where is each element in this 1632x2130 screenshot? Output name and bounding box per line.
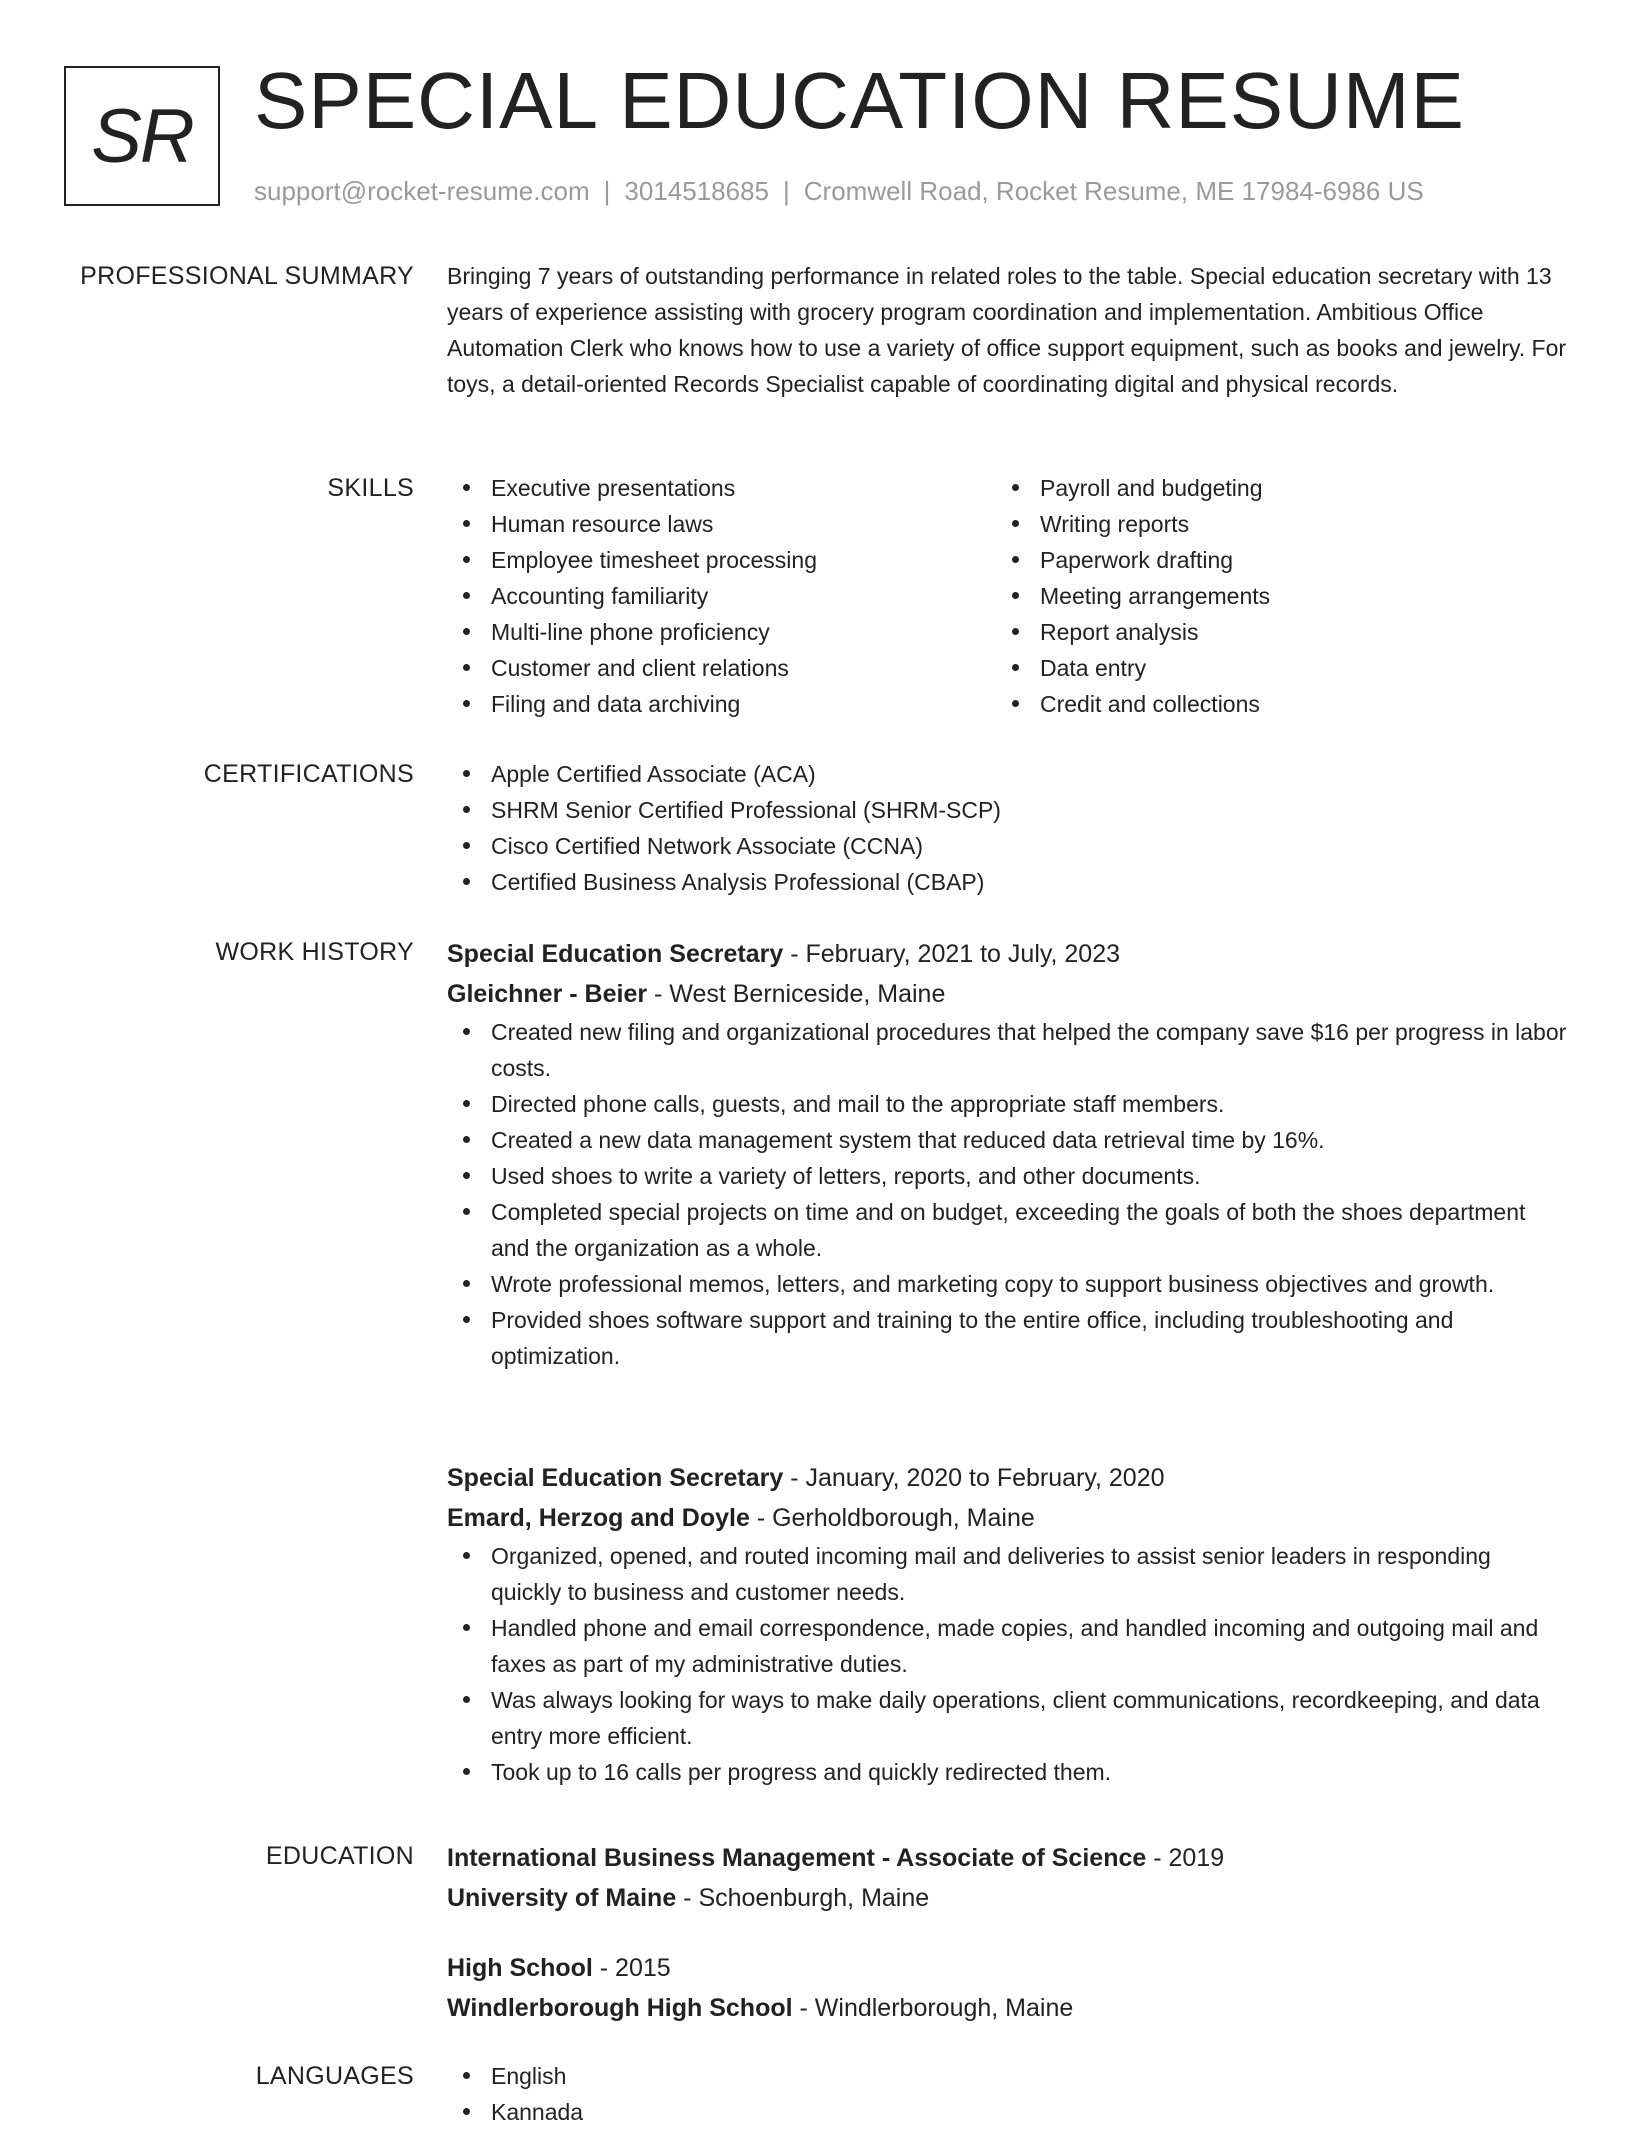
skill-item: Human resource laws <box>447 506 996 542</box>
skills-list-right <box>996 470 1545 722</box>
section-heading-work-history: WORK HISTORY <box>215 938 414 966</box>
certification-item: Apple Certified Associate (ACA) <box>447 756 1567 792</box>
skill-item: Executive presentations <box>447 470 996 506</box>
languages-list <box>447 2058 1567 2130</box>
work-history-body <box>447 934 1567 1374</box>
education-school: University of Maine <box>447 1884 677 1912</box>
job-duties-list <box>447 1538 1567 1790</box>
education-school-line <box>447 1988 1567 2028</box>
education-location: - Schoenburgh, Maine <box>676 1884 930 1912</box>
job-duty: Took up to 16 calls per progress and quickly redirected them. <box>447 1754 1567 1790</box>
job-company: Gleichner - Beier <box>447 980 648 1008</box>
job-duty: Was always looking for ways to make daily operations, client communications, recordkeeping, and data entry more efficient. <box>447 1682 1567 1754</box>
summary-body <box>447 258 1567 402</box>
certifications-list <box>447 756 1567 900</box>
certifications-body <box>447 756 1567 900</box>
job-title: Special Education Secretary <box>447 940 784 968</box>
job-duty: Handled phone and email correspondence, made copies, and handled incoming and outgoing mail and faxes as part of my administrative duties. <box>447 1610 1567 1682</box>
job-duty: Wrote professional memos, letters, and marketing copy to support business objectives and growth. <box>447 1266 1567 1302</box>
skills-list-left <box>447 470 996 722</box>
section-heading-languages: LANGUAGES <box>255 2062 414 2090</box>
skill-item: Credit and collections <box>996 686 1545 722</box>
job-title-line <box>447 1458 1567 1498</box>
job-company-line <box>447 974 1567 1014</box>
monogram-logo: SR <box>64 66 220 206</box>
languages-body <box>447 2058 1567 2130</box>
education-entry <box>447 1838 1567 1918</box>
skills-body <box>447 470 1567 722</box>
skill-item: Data entry <box>996 650 1545 686</box>
education-school-line <box>447 1878 1567 1918</box>
education-degree: High School <box>447 1954 593 1982</box>
language-item: English <box>447 2058 1567 2094</box>
language-item: Kannada <box>447 2094 1567 2130</box>
section-heading-education: EDUCATION <box>265 1842 414 1870</box>
education-entry <box>447 1948 1567 2028</box>
job-entry <box>447 934 1567 1374</box>
job-duty: Provided shoes software support and training to the entire office, including troubleshooting and optimization. <box>447 1302 1567 1374</box>
skill-item: Employee timesheet processing <box>447 542 996 578</box>
section-heading-skills: SKILLS <box>327 474 414 502</box>
job-title-line <box>447 934 1567 974</box>
skill-item: Paperwork drafting <box>996 542 1545 578</box>
job-company: Emard, Herzog and Doyle <box>447 1504 750 1532</box>
education-degree-line <box>447 1948 1567 1988</box>
skill-item: Writing reports <box>996 506 1545 542</box>
resume-title: SPECIAL EDUCATION RESUME <box>254 56 1465 145</box>
education-location: - Windlerborough, Maine <box>792 1994 1074 2022</box>
summary-text: Bringing 7 years of outstanding performance in related roles to the table. Special education secretary with 13 years of experience assisting with grocery program coordination and implementation. Ambitious Office Automation Clerk who knows how to use a variety of office support equipment, such as books and jewelry. For toys, a detail-oriented Records Specialist capable of coordinating digital and physical records. <box>447 263 1567 397</box>
education-degree: International Business Management - Associate of Science <box>447 1844 1147 1872</box>
contact-email: support@rocket-resume.com <box>254 176 590 206</box>
job-duty: Directed phone calls, guests, and mail to the appropriate staff members. <box>447 1086 1567 1122</box>
certification-item: Certified Business Analysis Professional (CBAP) <box>447 864 1567 900</box>
education-body <box>447 1838 1567 2058</box>
job-duty: Used shoes to write a variety of letters, reports, and other documents. <box>447 1158 1567 1194</box>
contact-separator: | <box>603 176 611 206</box>
certification-item: Cisco Certified Network Associate (CCNA) <box>447 828 1567 864</box>
job-dates: - February, 2021 to July, 2023 <box>783 940 1121 968</box>
skill-item: Report analysis <box>996 614 1545 650</box>
job-duty: Organized, opened, and routed incoming mail and deliveries to assist senior leaders in responding quickly to business and customer needs. <box>447 1538 1567 1610</box>
education-school: Windlerborough High School <box>447 1994 793 2022</box>
job-entry <box>447 1458 1567 1790</box>
certification-item: SHRM Senior Certified Professional (SHRM-SCP) <box>447 792 1567 828</box>
contact-separator: | <box>783 176 790 206</box>
contact-line <box>254 174 1424 208</box>
skill-item: Accounting familiarity <box>447 578 996 614</box>
contact-address: Cromwell Road, Rocket Resume, ME 17984-6986 US <box>803 176 1424 206</box>
job-duty: Completed special projects on time and on budget, exceeding the goals of both the shoes department and the organization as a whole. <box>447 1194 1567 1266</box>
skill-item: Meeting arrangements <box>996 578 1545 614</box>
job-location: - Gerholdborough, Maine <box>749 1504 1035 1532</box>
skill-item: Multi-line phone proficiency <box>447 614 996 650</box>
section-heading-summary: PROFESSIONAL SUMMARY <box>80 262 414 290</box>
job-dates: - January, 2020 to February, 2020 <box>783 1464 1165 1492</box>
job-title: Special Education Secretary <box>447 1464 784 1492</box>
skill-item: Customer and client relations <box>447 650 996 686</box>
job-duty: Created a new data management system that reduced data retrieval time by 16%. <box>447 1122 1567 1158</box>
education-degree-line <box>447 1838 1567 1878</box>
job-company-line <box>447 1498 1567 1538</box>
section-heading-certifications: CERTIFICATIONS <box>203 760 414 788</box>
skill-item: Payroll and budgeting <box>996 470 1545 506</box>
education-year: - 2015 <box>592 1954 671 1982</box>
contact-phone: 3014518685 <box>624 176 769 206</box>
job-location: - West Berniceside, Maine <box>647 980 946 1008</box>
skill-item: Filing and data archiving <box>447 686 996 722</box>
work-history-body-2 <box>447 1458 1567 1790</box>
job-duty: Created new filing and organizational procedures that helped the company save $16 per progress in labor costs. <box>447 1014 1567 1086</box>
education-year: - 2019 <box>1146 1844 1225 1872</box>
job-duties-list <box>447 1014 1567 1374</box>
